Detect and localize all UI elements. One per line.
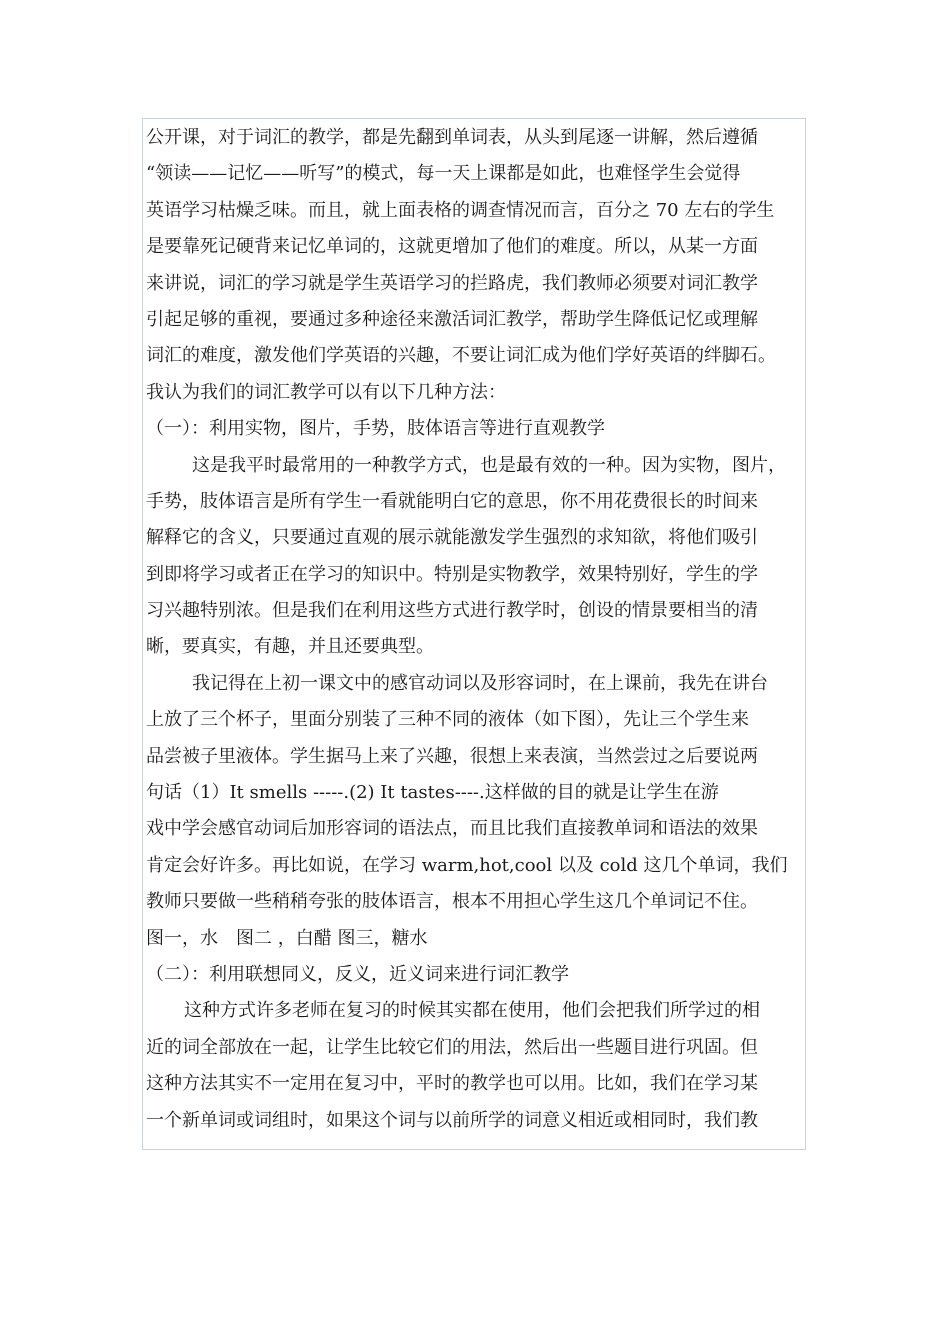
text-line: 句话（1）It smells -----.(2) It tastes----.这样做的目的就是让学生在游 bbox=[146, 782, 719, 804]
text-line: 是要靠死记硬背来记忆单词的，这就更增加了他们的难度。所以，从某一方面 bbox=[146, 236, 758, 258]
text-line: （一）：利用实物，图片，手势，肢体语言等进行直观教学 bbox=[146, 418, 605, 440]
text-line: 词汇的难度，激发他们学英语的兴趣，不要让词汇成为他们学好英语的绊脚石。 bbox=[146, 345, 776, 367]
text-line: 近的词全部放在一起，让学生比较它们的用法，然后出一些题目进行巩固。但 bbox=[146, 1036, 758, 1058]
text-line: 我认为我们的词汇教学可以有以下几种方法： bbox=[146, 381, 506, 403]
text-line: 解释它的含义，只要通过直观的展示就能激发学生强烈的求知欲，将他们吸引 bbox=[146, 527, 758, 549]
text-line: 来讲说，词汇的学习就是学生英语学习的拦路虎，我们教师必须要对词汇教学 bbox=[146, 272, 758, 294]
text-line: 晰，要真实，有趣，并且还要典型。 bbox=[146, 636, 434, 658]
text-line: 到即将学习或者正在学习的知识中。特别是实物教学，效果特别好，学生的学 bbox=[146, 563, 758, 585]
text-line: 公开课，对于词汇的教学，都是先翻到单词表，从头到尾逐一讲解，然后遵循 bbox=[146, 127, 758, 148]
text-line: 肯定会好许多。再比如说，在学习 warm,hot,cool 以及 cold 这几个单词，我们 bbox=[146, 854, 788, 876]
text-line: 一个新单词或词组时，如果这个词与以前所学的词意义相近或相同时，我们教 bbox=[146, 1109, 758, 1131]
text-line: 品尝被子里液体。学生据马上来了兴趣，很想上来表演，当然尝过之后要说两 bbox=[146, 745, 758, 767]
text-line: 英语学习枯燥乏味。而且，就上面表格的调查情况而言，百分之 70 左右的学生 bbox=[146, 199, 775, 221]
text-line: “领读——记忆——听写”的模式，每一天上课都是如此，也难怪学生会觉得 bbox=[146, 163, 741, 185]
text-line: 这是我平时最常用的一种教学方式，也是最有效的一种。因为实物，图片， bbox=[192, 454, 786, 476]
text-line: （二）：利用联想同义，反义，近义词来进行词汇教学 bbox=[146, 963, 569, 985]
text-line: 我记得在上初一课文中的感官动词以及形容词时，在上课前，我先在讲台 bbox=[192, 672, 768, 694]
text-line: 戏中学会感官动词后加形容词的语法点，而且比我们直接教单词和语法的效果 bbox=[146, 818, 758, 840]
text-line: 习兴趣特别浓。但是我们在利用这些方式进行教学时，创设的情景要相当的清 bbox=[146, 600, 758, 622]
document-body bbox=[146, 120, 814, 1139]
text-line: 上放了三个杯子，里面分别装了三种不同的液体（如下图），先让三个学生来 bbox=[146, 709, 749, 731]
text-line: 引起足够的重视，要通过多种途径来激活词汇教学，帮助学生降低记忆或理解 bbox=[146, 308, 758, 330]
text-line: 手势，肢体语言是所有学生一看就能明白它的意思，你不用花费很长的时间来 bbox=[146, 490, 758, 512]
text-line: 这种方式许多老师在复习的时候其实都在使用，他们会把我们所学过的相 bbox=[184, 1000, 760, 1022]
text-line: 教师只要做一些稍稍夸张的肢体语言，根本不用担心学生这几个单词记不住。 bbox=[146, 891, 758, 913]
text-line: 图一，水 图二 ，白醋 图三，糖水 bbox=[146, 927, 428, 949]
text-line: 这种方法其实不一定用在复习中，平时的教学也可以用。比如，我们在学习某 bbox=[146, 1073, 758, 1095]
